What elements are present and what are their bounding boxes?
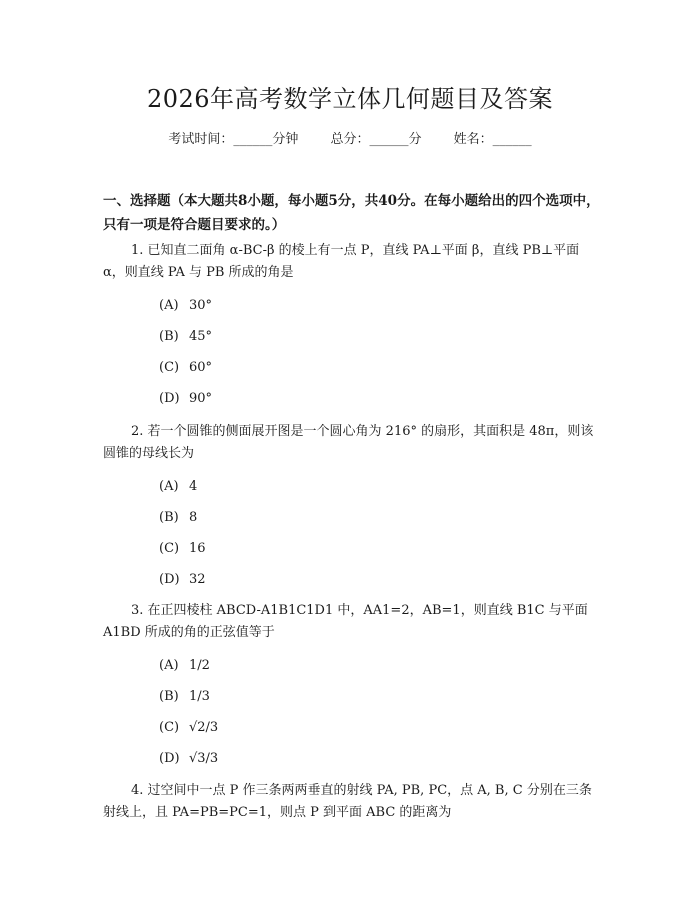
option-label: (D) [159, 751, 180, 766]
option-text: √2/3 [189, 720, 219, 735]
exam-time-field: 考试时间：______分钟 [168, 132, 299, 147]
option-text: 32 [189, 572, 206, 587]
option-label: (A) [159, 658, 179, 673]
option-text: 45° [189, 329, 213, 344]
option-a [103, 650, 603, 681]
option-text: √3/3 [189, 751, 219, 766]
question-stem: 4. 过空间中一点 P 作三条两两垂直的射线 PA, PB, PC，点 A, B, C 分别在三条射线上，且 PA=PB=PC=1，则点 P 到平面 ABC 的距离为 [103, 783, 592, 820]
option-d [103, 564, 603, 595]
student-name-field: 姓名：______ [453, 132, 532, 147]
page-title: 2026年高考数学立体几何题目及答案 [146, 85, 554, 113]
option-a [103, 290, 603, 321]
option-text: 8 [189, 510, 198, 525]
option-text: 30° [189, 298, 213, 313]
option-label: (D) [159, 391, 180, 406]
option-list [103, 290, 603, 414]
question-1 [103, 240, 603, 414]
option-b [103, 321, 603, 352]
option-label: (C) [159, 360, 180, 375]
exam-meta [0, 131, 700, 149]
option-d [103, 383, 603, 414]
option-text: 16 [189, 541, 206, 556]
option-a [103, 471, 603, 502]
option-text: 1/2 [189, 658, 210, 673]
question-stem: 3. 在正四棱柱 ABCD-A1B1C1D1 中，AA1=2，AB=1，则直线 B1C 与平面 A1BD 所成的角的正弦值等于 [103, 603, 588, 640]
question-3 [103, 600, 603, 774]
option-text: 4 [189, 479, 198, 494]
option-text: 60° [189, 360, 213, 375]
question-stem: 2. 若一个圆锥的侧面展开图是一个圆心角为 216° 的扇形，其面积是 48π，则该圆锥的母线长为 [103, 424, 594, 461]
question-stem: 1. 已知直二面角 α-BC-β 的棱上有一点 P，直线 PA⊥平面 β，直线 PB⊥平面 α，则直线 PA 与 PB 所成的角是 [103, 243, 580, 280]
option-label: (B) [159, 689, 179, 704]
option-label: (B) [159, 510, 179, 525]
option-text: 1/3 [189, 689, 210, 704]
total-score-field: 总分：______分 [330, 132, 422, 147]
option-c [103, 352, 603, 383]
question-4 [103, 780, 603, 824]
option-label: (B) [159, 329, 179, 344]
option-label: (A) [159, 479, 179, 494]
option-d [103, 743, 603, 774]
option-label: (C) [159, 720, 180, 735]
question-2 [103, 421, 603, 595]
option-c [103, 533, 603, 564]
option-c [103, 712, 603, 743]
option-b [103, 502, 603, 533]
option-label: (A) [159, 298, 179, 313]
option-list [103, 471, 603, 595]
option-b [103, 681, 603, 712]
option-list [103, 650, 603, 774]
option-label: (D) [159, 572, 180, 587]
option-label: (C) [159, 541, 180, 556]
section-heading: 一、选择题（本大题共8小题，每小题5分，共40分。在每小题给出的四个选项中，只有一项是符合题目要求的。） [103, 193, 600, 233]
option-text: 90° [189, 391, 213, 406]
